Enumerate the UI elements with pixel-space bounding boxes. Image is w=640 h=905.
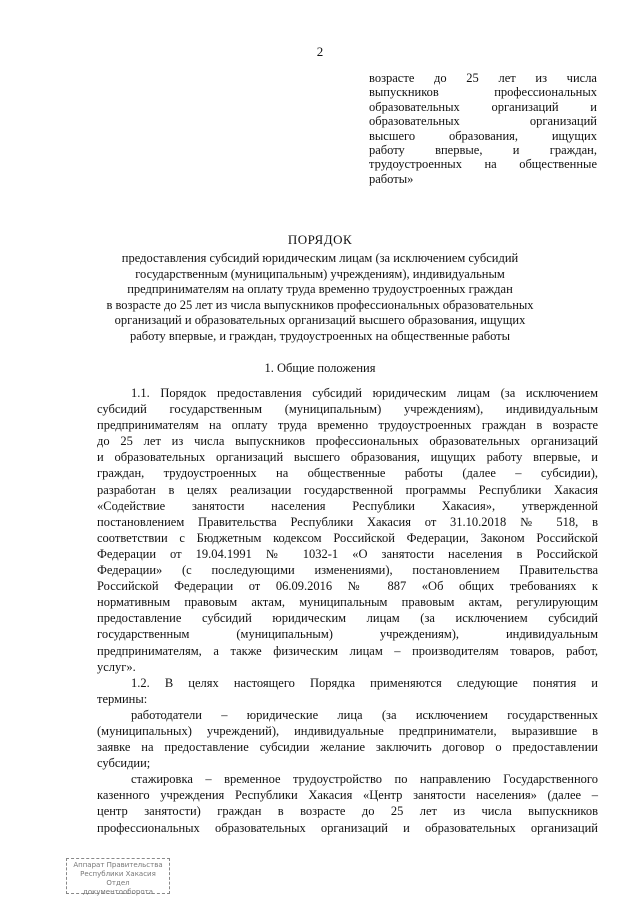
- body-line: центр занятости) граждан в возрасте до 25 лет из числа выпускников: [97, 804, 598, 819]
- page-number: 2: [316, 44, 324, 59]
- header-line: трудоустроенных на общественные: [369, 157, 597, 172]
- body-line: заявке на предоставление субсидии желание заключить договор о предоставлении: [97, 740, 598, 755]
- body-line: казенного учреждения Республики Хакасия «Центр занятости населения» (далее –: [97, 788, 598, 803]
- header-reference-block: [369, 71, 597, 186]
- body-line: (муниципальных) учреждений), индивидуальные предприниматели, выразившие в: [97, 723, 598, 738]
- subtitle-line: в возрасте до 25 лет из числа выпускников профессиональных образовательных: [106, 297, 534, 312]
- body-line: «Содействие занятости населения Республики Хакасия», утвержденной: [97, 498, 598, 513]
- body-line: разработан в целях реализации государственной программы Республики Хакасия: [97, 482, 598, 497]
- body-line: предпринимателям на оплату труда временно трудоустроенных граждан в возрасте: [97, 418, 598, 433]
- body-line: 1.2. В целях настоящего Порядка применяются следующие понятия и: [131, 675, 598, 690]
- header-line: образовательных организаций и: [369, 99, 597, 114]
- body-line: и образовательных организаций высшего образования, ищущих работу впервые, и: [97, 450, 598, 465]
- subtitle-line: работу впервые, и граждан, трудоустроенных на общественные работы: [129, 328, 511, 343]
- document-body: [97, 385, 598, 836]
- subtitle-line: государственным (муниципальным) учреждениям), индивидуальным: [135, 266, 505, 281]
- body-line: субсидий государственным (муниципальным) учреждениям), индивидуальным: [97, 402, 598, 417]
- header-line: образовательных организаций: [369, 114, 597, 129]
- stamp-line: Отдел документооборота: [83, 879, 153, 896]
- header-line: высшего образования, ищущих: [369, 128, 597, 143]
- registration-stamp: [66, 858, 170, 894]
- header-line: работы»: [369, 171, 414, 186]
- document-subtitle: [100, 251, 540, 344]
- body-line: Российской Федерации от 06.09.2016 № 887 «Об общих требованиях к: [97, 579, 598, 594]
- header-line: выпускников профессиональных: [369, 85, 597, 100]
- header-line: работу впервые, и граждан,: [369, 143, 597, 158]
- subtitle-line: предоставления субсидий юридическим лицам (за исключением субсидий: [121, 251, 519, 265]
- body-line: государственным (муниципальным) учреждениям), индивидуальным: [97, 627, 598, 642]
- body-line: Федерации» (с последующими изменениями), постановлением Правительства: [97, 563, 598, 578]
- document-title: ПОРЯДОК: [287, 232, 353, 247]
- subtitle-line: предпринимателям на оплату труда временно трудоустроенных граждан: [127, 282, 513, 296]
- body-line: до 25 лет из числа выпускников профессиональных образовательных организаций: [97, 434, 598, 449]
- body-line: 1.1. Порядок предоставления субсидий юридическим лицам (за исключением: [131, 386, 598, 400]
- body-line: соответствии с Бюджетным кодексом Российской Федерации, Законом Российской: [97, 530, 598, 545]
- body-line: стажировка – временное трудоустройство по направлению Государственного: [131, 772, 598, 787]
- body-line: граждан, трудоустроенных на общественные работы (далее – субсидии),: [97, 466, 598, 481]
- body-line: Федерации от 19.04.1991 № 1032-1 «О занятости населения в Российской: [97, 546, 598, 561]
- subtitle-line: организаций и образовательных организаций высшего образования, ищущих: [114, 313, 526, 327]
- body-line: предоставление субсидий юридическим лицам (за исключением субсидий: [97, 611, 598, 626]
- body-line: предпринимателям, а также физическим лицам – производителям товаров, работ,: [97, 643, 598, 658]
- header-line: возрасте до 25 лет из числа: [369, 71, 597, 85]
- body-line: постановлением Правительства Республики Хакасия от 31.10.2018 № 518, в: [97, 514, 598, 529]
- body-line: работодатели – юридические лица (за исключением государственных: [131, 707, 598, 722]
- stamp-line: Республики Хакасия: [80, 870, 156, 878]
- body-line: профессиональных образовательных организаций и образовательных организаций: [97, 820, 598, 835]
- stamp-line: Аппарат Правительства: [73, 861, 163, 869]
- body-line: субсидии;: [97, 756, 151, 771]
- body-line: услуг».: [97, 659, 136, 674]
- section-title: 1. Общие положения: [264, 361, 376, 375]
- body-line: термины:: [97, 691, 148, 706]
- body-line: нормативным правовым актам, муниципальным правовым актам, регулирующим: [97, 595, 598, 610]
